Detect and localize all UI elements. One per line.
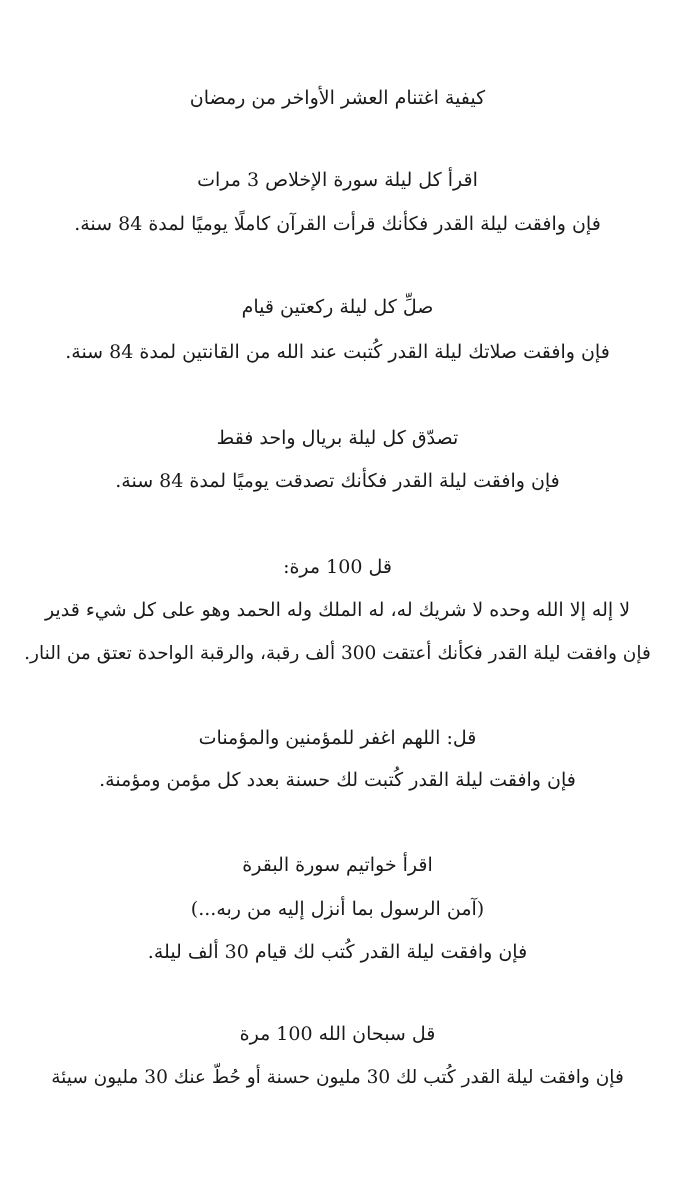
section-4-instruction: قل 100 مرة:: [283, 556, 392, 578]
section-7-instruction: قل سبحان الله 100 مرة: [239, 1023, 436, 1045]
section-6-instruction: اقرأ خواتيم سورة البقرة: [242, 854, 433, 876]
page-title: كيفية اغتنام العشر الأواخر من رمضان: [189, 87, 486, 109]
section-4-reward: فإن وافقت ليلة القدر فكأنك أعتقت 300 ألف رقبة، والرقبة الواحدة تعتق من النار.: [24, 643, 651, 664]
section-3-reward: فإن وافقت ليلة القدر فكأنك تصدقت يوميًا لمدة 84 سنة.: [115, 470, 560, 492]
section-2-instruction: صلِّ كل ليلة ركعتين قيام: [241, 296, 434, 318]
section-1-instruction: اقرأ كل ليلة سورة الإخلاص 3 مرات: [197, 169, 478, 191]
section-5-reward: فإن وافقت ليلة القدر كُتبت لك حسنة بعدد كل مؤمن ومؤمنة.: [99, 769, 576, 791]
section-5-instruction: قل: اللهم اغفر للمؤمنين والمؤمنات: [198, 727, 477, 749]
section-6-reward: فإن وافقت ليلة القدر كُتب لك قيام 30 ألف ليلة.: [147, 941, 528, 963]
section-1-reward: فإن وافقت ليلة القدر فكأنك قرأت القرآن كاملًا يوميًا لمدة 84 سنة.: [74, 213, 601, 235]
section-7-reward: فإن وافقت ليلة القدر كُتب لك 30 مليون حسنة أو حُطّ عنك 30 مليون سيئة: [51, 1067, 624, 1088]
section-6-verse: (آمن الرسول بما أنزل إليه من ربه...): [190, 898, 485, 920]
section-2-reward: فإن وافقت صلاتك ليلة القدر كُتبت عند الله من القانتين لمدة 84 سنة.: [65, 341, 610, 363]
section-4-dhikr: لا إله إلا الله وحده لا شريك له، له الملك وله الحمد وهو على كل شيء قدير: [44, 599, 631, 621]
section-3-instruction: تصدّق كل ليلة بريال واحد فقط: [216, 427, 459, 449]
